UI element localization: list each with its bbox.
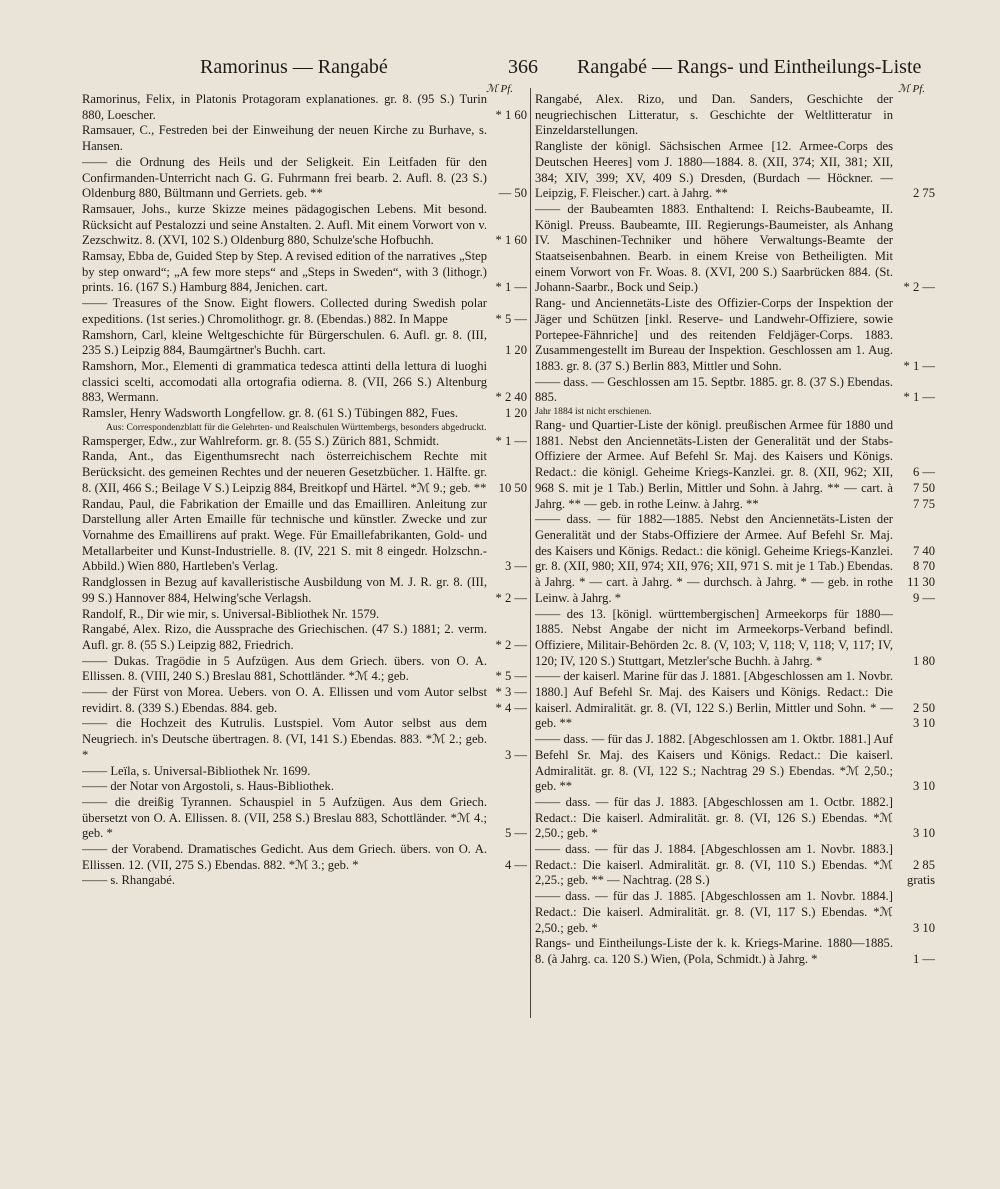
catalog-entry (82, 123, 527, 154)
catalog-entry (82, 716, 527, 763)
price-marker-right: ℳ Pf. (898, 83, 926, 95)
entry-text: Ramsauer, Johs., kurze Skizze meines pädagogischen Lebens. Mit besond. Rücksicht auf Pestalozzi und seine Anstalten. 2. Aufl. Mit einem Vorwort von v. Zezschwitz. 8. (XVI, 102 S.) Oldenburg 880, Schulze'sche Hofbuchh. (82, 201, 487, 248)
catalog-entry (82, 434, 527, 450)
entry-price: * 3 — * 4 — (495, 685, 527, 715)
entry-price: 7 40 8 70 11 30 9 — (907, 543, 935, 605)
catalog-entry (82, 249, 527, 296)
catalog-entry (82, 328, 527, 359)
entry-price: 3 10 (912, 779, 935, 794)
catalog-entry (82, 873, 527, 889)
entry-price: * 1 — (495, 280, 527, 295)
catalog-entry (82, 449, 527, 496)
catalog-entry (82, 359, 527, 406)
entry-price: 5 — (504, 826, 527, 841)
catalog-entry (535, 889, 935, 936)
catalog-entry (82, 685, 527, 716)
entry-text: —— dass. — für 1882—1885. Nebst den Anciennetäts-Listen der Generalität und der Stabs-Offiziere der Armee. Auf Befehl Sr. Maj. des Kaisers und Königs. Redact.: die königl. Geheime Kriegs-Kanzlei. gr. 8. (XII, 980; XII, 974; XII, 976; XII, 971 S. mit je 1 Tab.) Ebendas. à Jahrg. * — cart. à Jahrg. * — durchsch. à Jahrg. * — geb. in rothe Leinw. à Jahrg. * (535, 512, 893, 605)
entry-price: 1 20 (504, 343, 527, 358)
catalog-entry (82, 406, 527, 422)
catalog-entry (82, 497, 527, 576)
entry-text: Ramsay, Ebba de, Guided Step by Step. A revised edition of the narratives „Step by step onward“; „A few more steps“ and „Steps in Sweden“, with 3 (lithogr.) prints. 16. (167 S.) Hamburg 884, Jenichen. cart. (82, 249, 487, 295)
catalog-entry (535, 512, 935, 606)
catalog-entry (535, 418, 935, 512)
entry-price: 3 10 (912, 920, 935, 935)
entry-text: —— Treasures of the Snow. Eight flowers. Collected during Swedish polar expeditions. (1st series.) Chromolithogr. gr. 8. (Ebendas.) 882. In Mappe (82, 296, 487, 326)
entry-text: Ramorinus, Felix, in Platonis Protagoram explanationes. gr. 8. (95 S.) Turin 880, Loescher. (82, 92, 487, 122)
entry-text: —— die dreißig Tyrannen. Schauspiel in 5 Aufzügen. Aus dem Griech. übersetzt von O. A. Ellissen. 8. (VII, 258 S.) Breslau 883, Schottländer. *ℳ 4.; geb. * (82, 794, 487, 841)
entry-text: Ramsperger, Edw., zur Wahlreform. gr. 8. (55 S.) Zürich 881, Schmidt. (82, 433, 440, 448)
entry-text: —— der kaiserl. Marine für das J. 1881. [Abgeschlossen am 1. Novbr. 1880.] Auf Befehl Sr. Maj. des Kaisers und Königs. Redact.: Die kaiserl. Admiralität. gr. 8. (VI, 122 S.) Berlin, Mittler und Sohn. * — geb. ** (535, 669, 893, 731)
catalog-note: Aus: Correspondenzblatt für die Gelehrten- und Realschulen Württembergs, besonders abgedruckt. (106, 421, 487, 433)
entry-text: —— dass. — für das J. 1884. [Abgeschlossen am 1. Novbr. 1883.] Redact.: Die kaiserl. Admiralität. gr. 8. (VI, 110 S.) Ebendas. *ℳ 2,25.; geb. ** — Nachtrag. (28 S.) (535, 842, 893, 888)
entry-price: * 1 — (903, 390, 935, 405)
catalog-entry (535, 842, 935, 889)
catalog-entry (82, 575, 527, 606)
price-marker-left: ℳ Pf. (486, 83, 514, 95)
entry-text: Randolf, R., Dir wie mir, s. Universal-Bibliothek Nr. 1579. (82, 606, 380, 621)
entry-price: 1 20 (504, 406, 527, 421)
entry-text: Rang- und Quartier-Liste der königl. preußischen Armee für 1880 und 1881. Nebst den Anciennetäts-Listen der Generalität und der Stabs-Offiziere der Armee. Auf Befehl Sr. Maj. des Kaisers und Königs. Redact.: die königl. Geheime Kriegs-Kanzlei. gr. 8. (XII, 962; XII, 968 S. mit je 1 Tab.) Berlin, Mittler und Sohn. à Jahrg. ** — cart. à Jahrg. ** — geb. in rothe Leinw. à Jahrg. ** (535, 418, 893, 511)
entry-price: * 5 — (495, 311, 527, 326)
catalog-entry (82, 92, 527, 123)
entry-price: — 50 (498, 186, 527, 201)
entry-price: 3 — (504, 559, 527, 574)
catalog-entry (535, 732, 935, 795)
entry-text: Rangabé, Alex. Rizo, und Dan. Sanders, Geschichte der neugriechischen Litteratur, s. Geschichte der Weltlitteratur in Einzeldarstellungen. (535, 92, 893, 138)
entry-text: Randglossen in Bezug auf kavalleristische Ausbildung von M. J. R. gr. 8. (III, 99 S.) Hannover 884, Helwing'sche Verlagsh. (82, 575, 487, 605)
catalog-entry (535, 92, 935, 139)
catalog-note: Jahr 1884 ist nicht erschienen. (535, 406, 652, 418)
entry-text: Randau, Paul, die Fabrikation der Emaille und das Emailliren. Anleitung zur Darstellung aller Arten Emaille für technische und künstler. Zwecke und zur Vornahme des Emaillirens auf prakt. Wege. Für Emaillefabrikanten, Gold- und Metallarbeiter und Kunst-Industrielle. 8. (IV, 221 S. mit 8 eingedr. Holzschn.-Abbild.) Wien 880, Hartleben's Verlag. (82, 496, 487, 574)
entry-price: 2 85 gratis (907, 857, 935, 888)
header-left-title: Ramorinus — Rangabé (200, 56, 388, 78)
entry-price: 3 10 (912, 826, 935, 841)
entry-text: —— der Baubeamten 1883. Enthaltend: I. Reichs-Baubeamte, II. Königl. Preuss. Baubeamte, III. Regierungs-Baumeister, als Anhang IV. Maschinen-Techniker und höhere Verwaltungs-Beamte der Staatseisenbahnen. Bearb. in einem Kreise von Betheiligten. Mit einem Vorwort von Fr. Woas. 8. (XVI, 200 S.) Saarbrücken 884. (St. Johann-Saarbr., Bock und Seip.) (535, 201, 893, 295)
entry-text: —— die Ordnung des Heils und der Seligkeit. Ein Leitfaden für den Confirmanden-Unterricht nach G. G. Fuhrmann frei bearb. 2. Aufl. 8. (23 S.) Oldenburg 880, Bültmann und Gerriets. geb. ** (82, 154, 487, 201)
entry-text: —— dass. — für das J. 1885. [Abgeschlossen am 1. Novbr. 1884.] Redact.: Die kaiserl. Admiralität. gr. 8. (VI, 117 S.) Ebendas. *ℳ 2,50.; geb. * (535, 889, 893, 935)
entry-text: —— der Vorabend. Dramatisches Gedicht. Aus dem Griech. übers. von O. A. Ellissen. 12. (VII, 275 S.) Ebendas. 882. *ℳ 3.; geb. * (82, 842, 487, 872)
entry-price: 4 — (504, 857, 527, 872)
catalog-entry (82, 795, 527, 842)
entry-price: 1 80 (912, 653, 935, 668)
entry-price: * 2 — (495, 637, 527, 652)
entry-price: * 2 — (903, 280, 935, 295)
catalog-entry (82, 296, 527, 327)
entry-text: Randa, Ant., das Eigenthumsrecht nach österreichischem Rechte mit Berücksicht. des gemeinen Rechtes und der neueren Gesetzbücher. 1. Hälfte. gr. 8. (XII, 466 S.; Beilage V S.) Leipzig 884, Breitkopf und Härtel. *ℳ 9.; geb. ** (82, 449, 487, 495)
catalog-entry (535, 795, 935, 842)
catalog-entry (82, 842, 527, 873)
header-right-title: Rangabé — Rangs- und Eintheilungs-Liste (577, 56, 922, 78)
catalog-entry (82, 764, 527, 780)
catalog-entry (82, 654, 527, 685)
entry-text: —— s. Rhangabé. (82, 873, 176, 888)
entry-price: * 2 — (495, 590, 527, 605)
entry-text: Rangliste der königl. Sächsischen Armee [12. Armee-Corps des Deutschen Heeres] vom J. 1880—1884. 8. (XII, 374; XII, 381; XII, 384; XIV, 399; XV, 409 S.) Dresden, (Burdach — Höckner. — Leipzig, F. Fleischer.) cart. à Jahrg. ** (535, 139, 893, 201)
entry-text: Rang- und Anciennetäts-Liste des Offizier-Corps der Inspektion der Jäger und Schützen [inkl. Reserve- und Landwehr-Offiziere, sowie Portepee-Fähnriche] und des reitenden Feldjäger-Corps. 1883. Zusammengestellt im Bureau der Inspektion. Geschlossen am 1. Aug. 1883. gr. 8. (37 S.) Berlin 883, Mittler und Sohn. (535, 296, 893, 373)
entry-text: —— dass. — für das J. 1882. [Abgeschlossen am 1. Oktbr. 1881.] Auf Befehl Sr. Maj. des Kaisers und Königs. Redact.: Die kaiserl. Admiralität. gr. 8. (VI, 122 S.; Nachtrag 29 S.) Ebendas. *ℳ 2,50.; geb. ** (535, 732, 893, 794)
entry-price: * 1 60 (495, 233, 527, 248)
entry-price: 3 — (504, 747, 527, 762)
entry-text: Ramsauer, C., Festreden bei der Einweihung der neuen Kirche zu Burhave, s. Hansen. (82, 123, 487, 154)
entry-price: * 1 60 (495, 107, 527, 122)
column-divider (530, 88, 531, 1018)
catalog-entry (82, 202, 527, 249)
entry-price: 2 75 (912, 186, 935, 201)
entry-text: —— der Fürst von Morea. Uebers. von O. A. Ellissen und vom Autor selbst revidirt. 8. (339 S.) Ebendas. 884. geb. (82, 685, 487, 715)
catalog-entry (535, 375, 935, 406)
catalog-entry (535, 936, 935, 967)
catalog-entry (82, 779, 527, 795)
entry-price: * 1 — (495, 433, 527, 448)
entry-text: Rangabé, Alex. Rizo, die Aussprache des Griechischen. (47 S.) 1881; 2. verm. Aufl. gr. 8. (55 S.) Leipzig 882, Friedrich. (82, 622, 487, 652)
entry-text: Ramsler, Henry Wadsworth Longfellow. gr. 8. (61 S.) Tübingen 882, Fues. (82, 406, 459, 421)
entry-text: —— der Notar von Argostoli, s. Haus-Bibliothek. (82, 779, 334, 794)
right-column (535, 92, 935, 968)
catalog-entry (82, 155, 527, 202)
entry-text: —— dass. — für das J. 1883. [Abgeschlossen am 1. Octbr. 1882.] Redact.: Die kaiserl. Admiralität. gr. 8. (VI, 126 S.) Ebendas. *ℳ 2,50.; geb. * (535, 794, 893, 841)
entry-price: 10 50 (498, 480, 527, 495)
page-number: 366 (508, 56, 538, 78)
entry-price: 1 — (912, 951, 935, 966)
left-column (82, 92, 527, 889)
entry-price: 6 — 7 50 7 75 (912, 465, 935, 511)
entry-text: Rangs- und Eintheilungs-Liste der k. k. Kriegs-Marine. 1880—1885. 8. (à Jahrg. ca. 120 S.) Wien, (Pola, Schmidt.) à Jahrg. * (535, 936, 893, 966)
entry-text: —— des 13. [königl. württembergischen] Armeekorps für 1880—1885. Nebst Angabe der nicht im Armeekorps-Verband befindl. Offiziere, Militair-Behörden 2c. 8. (V, 103; V, 118; V, 118; V, 117; IV, 120; IV, 120 S.) Stuttgart, Metzler'sche Buchh. à Jahrg. * (535, 606, 893, 668)
entry-text: Ramshorn, Mor., Elementi di grammatica tedesca attinti della lettura di luoghi classici scelti, accomodati alla ortografia odierna. 8. (VII, 266 S.) Altenburg 883, Wermann. (82, 358, 487, 405)
entry-price: * 5 — (495, 669, 527, 684)
entry-text: —— Dukas. Tragödie in 5 Aufzügen. Aus dem Griech. übers. von O. A. Ellissen. 8. (VIII, 240 S.) Breslau 881, Schottländer. *ℳ 4.; geb. (82, 653, 487, 684)
catalog-entry (535, 669, 935, 732)
catalog-entry (535, 139, 935, 202)
entry-price: 2 50 3 10 (912, 700, 935, 731)
entry-price: * 2 40 (495, 390, 527, 405)
catalog-entry (82, 607, 527, 623)
catalog-entry (82, 622, 527, 653)
entry-text: Ramshorn, Carl, kleine Weltgeschichte für Bürgerschulen. 6. Aufl. gr. 8. (III, 235 S.) Leipzig 884, Baumgärtner's Buchh. cart. (82, 327, 487, 358)
catalog-entry (535, 296, 935, 375)
catalog-entry (535, 607, 935, 670)
entry-text: —— dass. — Geschlossen am 15. Septbr. 1885. gr. 8. (37 S.) Ebendas. 885. (535, 374, 893, 405)
entry-text: —— die Hochzeit des Kutrulis. Lustspiel. Vom Autor selbst aus dem Neugriech. in's Deutsche übertragen. 8. (VI, 141 S.) Ebendas. 883. *ℳ 2.; geb. * (82, 716, 487, 762)
entry-price: * 1 — (903, 358, 935, 373)
entry-text: —— Leïla, s. Universal-Bibliothek Nr. 1699. (82, 763, 311, 778)
catalog-entry (535, 202, 935, 296)
